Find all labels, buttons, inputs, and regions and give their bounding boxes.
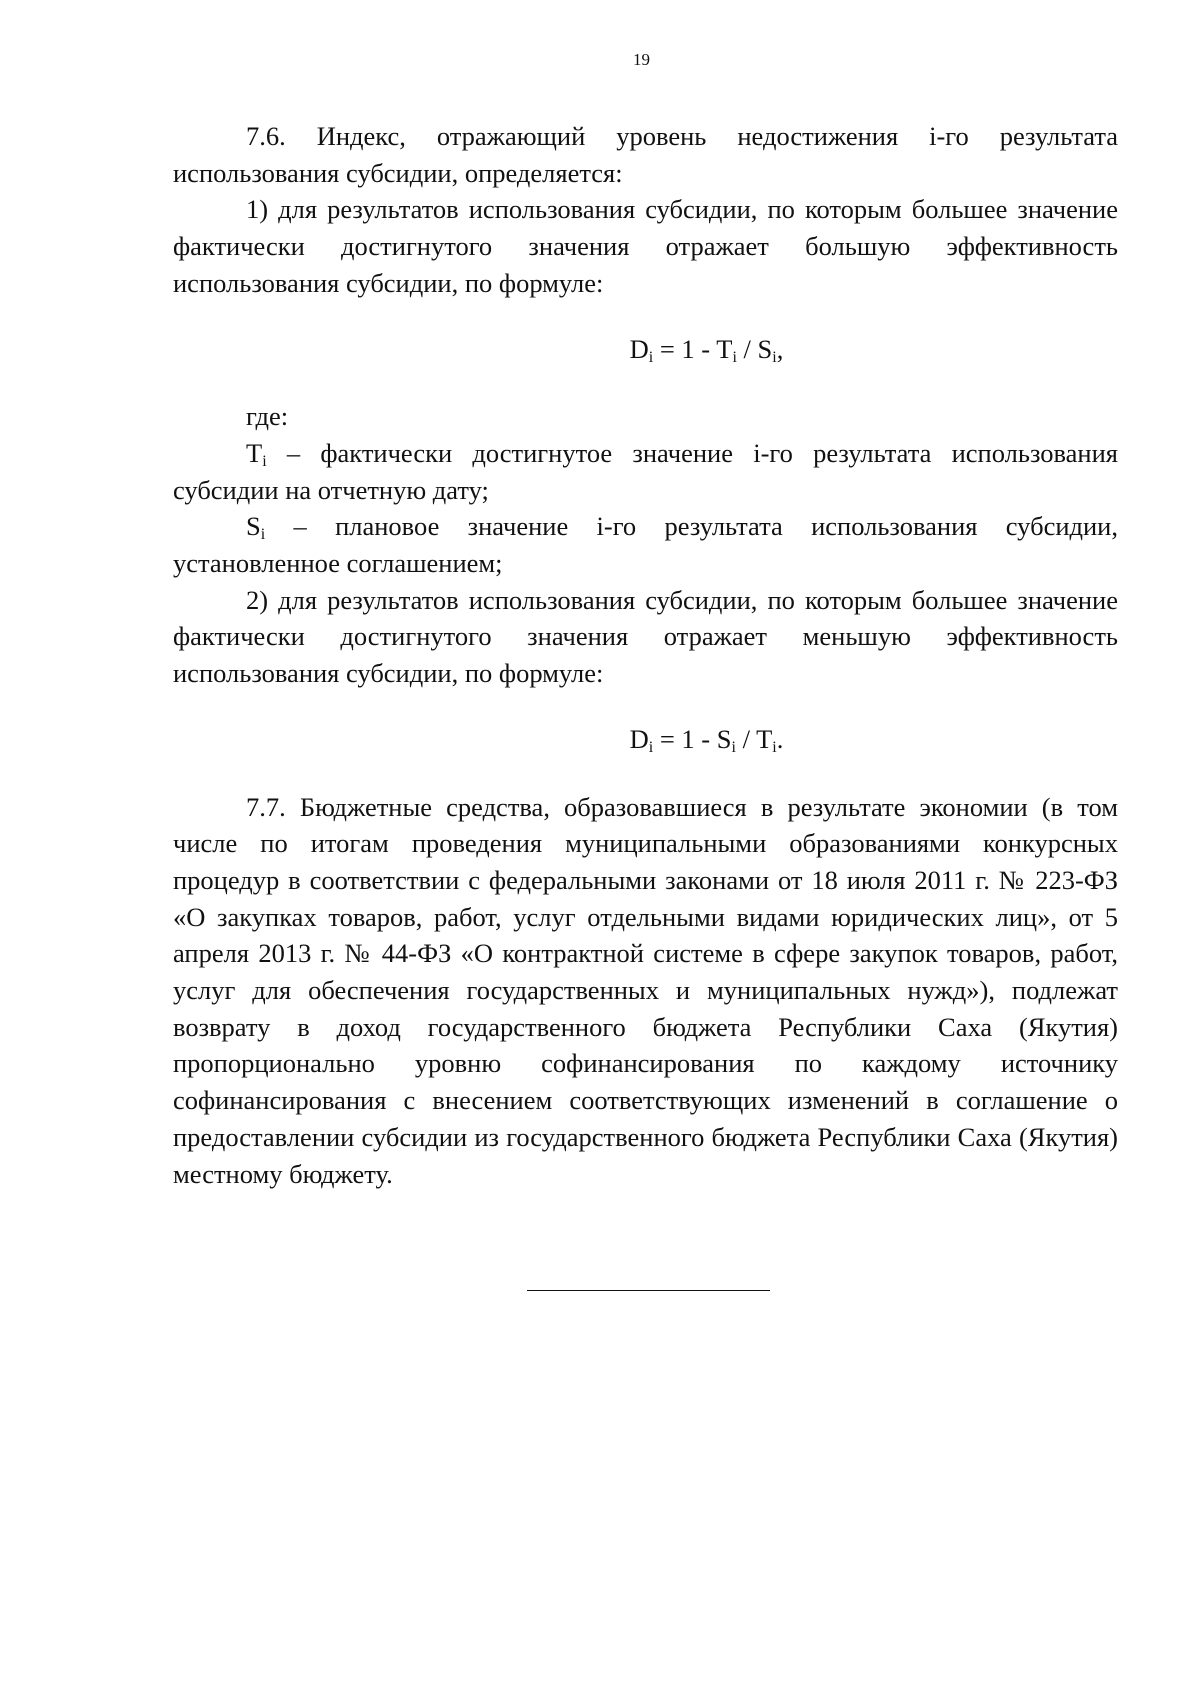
- formula-2-t-subscript: i: [772, 738, 777, 756]
- formula-2: [173, 721, 1118, 758]
- s-symbol-subscript: i: [260, 526, 266, 544]
- formula-2-s: S: [716, 723, 732, 754]
- formula-2-slash: /: [735, 723, 757, 754]
- t-symbol: T: [246, 437, 263, 468]
- formula-2-d-subscript: i: [648, 738, 654, 756]
- formula-2-t: T: [756, 723, 773, 754]
- formula-2-s-subscript: i: [731, 738, 736, 756]
- formula-1-s: S: [757, 333, 773, 364]
- s-definition-text: – плановое значение i-го результата использования субсидии, установленное соглашением;: [173, 511, 1118, 579]
- paragraph-s-definition: [173, 508, 1118, 581]
- t-symbol-subscript: i: [262, 452, 267, 470]
- formula-1-s-subscript: i: [772, 348, 777, 366]
- formula-2-d: D: [629, 723, 649, 754]
- formula-1-end: ,: [776, 333, 784, 364]
- formula-1-t-subscript: i: [732, 348, 737, 366]
- page-number: 19: [633, 50, 650, 69]
- formula-1-d-subscript: i: [648, 348, 654, 366]
- paragraph-t-definition: [173, 435, 1118, 508]
- t-definition-text: – фактически достигнутое значение i-го результата использования субсидии на отчетную дату;: [173, 437, 1118, 505]
- paragraph-7-6-intro: 7.6. Индекс, отражающий уровень недостижения i-го результата использования субсидии, определяется:: [173, 121, 1118, 188]
- formula-1: [173, 331, 1118, 368]
- formula-1-d: D: [629, 333, 649, 364]
- formula-1-t: T: [716, 333, 733, 364]
- formula-2-equals: = 1 -: [653, 723, 717, 754]
- paragraph-item-1: 1) для результатов использования субсидии, по которым большее значение фактически достигнутого значения отражает большую эффективность использования субсидии, по формуле:: [173, 194, 1118, 298]
- paragraph-7-7: 7.7. Бюджетные средства, образовавшиеся в результате экономии (в том числе по итогам проведения муниципальными образованиями конкурсных процедур в соответствии с федеральными законами от 18 июля 2011 г. № 223-ФЗ «О закупках товаров, работ, услуг отдельными видами юридических лиц», от 5 апреля 2013 г. № 44-ФЗ «О контрактной системе в сфере закупок товаров, работ, услуг для обеспечения государственных и муниципальных нужд»), подлежат возврату в доход государственного бюджета Республики Саха (Якутия) пропорционально уровню софинансирования по каждому источнику софинансирования с внесением соответствующих изменений в соглашение о предоставлении субсидии из государственного бюджета Республики Саха (Якутия) местному бюджету.: [173, 791, 1118, 1189]
- formula-2-end: .: [776, 723, 784, 754]
- paragraph-item-2: 2) для результатов использования субсидии, по которым большее значение фактически достигнутого значения отражает меньшую эффективность использования субсидии, по формуле:: [173, 584, 1118, 689]
- formula-1-slash: /: [736, 333, 758, 364]
- end-of-document-rule: [527, 1290, 770, 1291]
- document-body: [173, 118, 1118, 1192]
- paragraph-where: где:: [246, 401, 289, 432]
- s-symbol: S: [246, 511, 261, 542]
- formula-1-equals: = 1 -: [653, 333, 717, 364]
